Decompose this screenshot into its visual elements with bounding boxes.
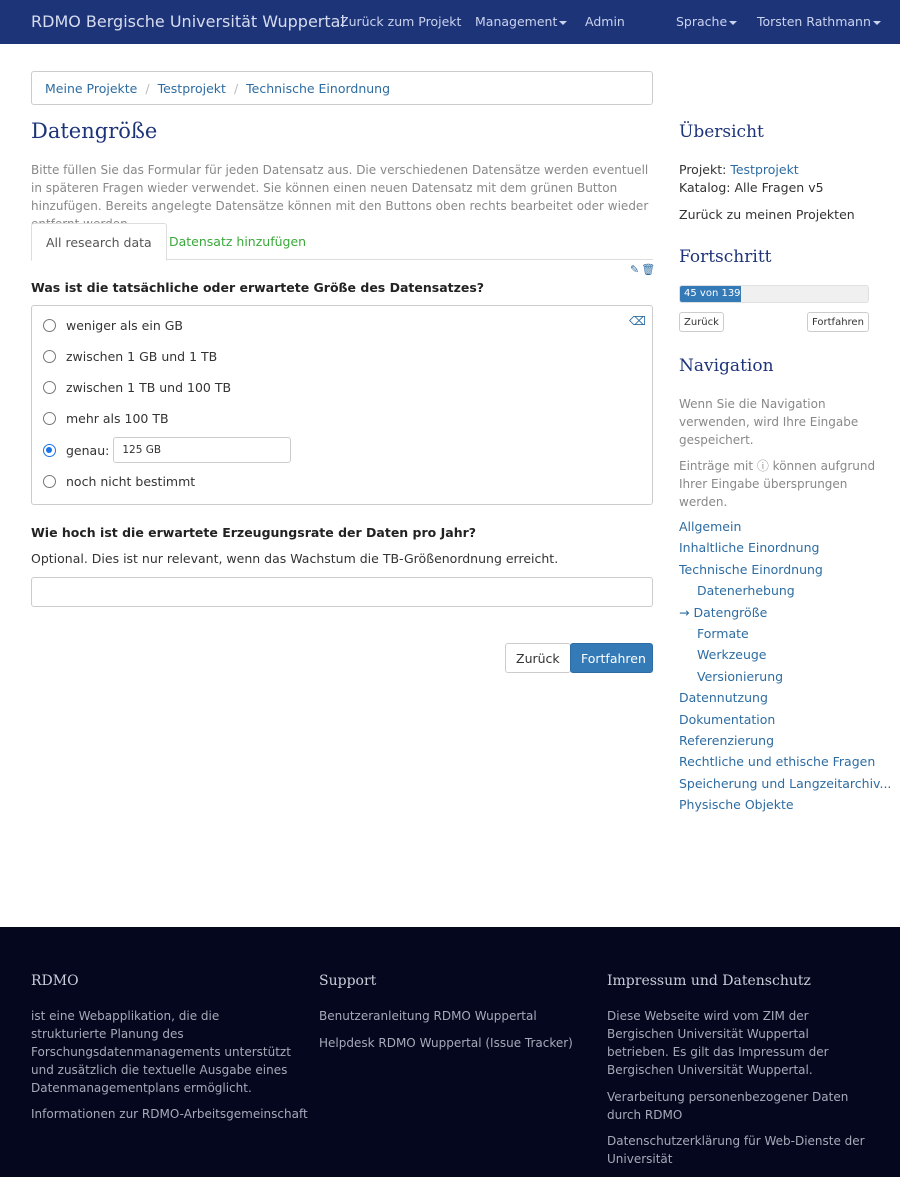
chevron-down-icon [729, 21, 737, 25]
option-not-determined[interactable] [43, 471, 195, 491]
pencil-icon[interactable]: ✎ [630, 263, 640, 276]
nav-item[interactable]: Datennutzung [679, 690, 768, 706]
footer-rdmo-text: ist eine Webapplikation, die die strukturierte Planung des Forschungsdatenmanagements unterstützt und zusätzlich die textuelle Ausgabe eines Datenmanagementplans ermöglicht. [31, 1009, 291, 1095]
footer-rdmo-heading: RDMO [31, 973, 79, 989]
footer [0, 927, 900, 1177]
option-exact[interactable] [43, 437, 291, 463]
tab-all-research-data[interactable]: All research data [31, 223, 167, 261]
size-options-box [31, 305, 653, 505]
radio-button[interactable] [43, 350, 56, 363]
option-gb-to-tb[interactable] [43, 346, 217, 366]
breadcrumb [31, 71, 653, 105]
question-rate-help: Optional. Dies ist nur relevant, wenn das Wachstum die TB-Größenordnung erreicht. [31, 551, 559, 566]
navigation-skip-help: Einträge mit ⓘ können aufgrund Ihrer Eingabe übersprungen werden. [679, 459, 876, 509]
catalog-info: Katalog: Alle Fragen v5 [679, 180, 824, 195]
nav-admin[interactable]: Admin [585, 14, 625, 29]
progress-heading: Fortschritt [679, 247, 772, 267]
trash-icon[interactable]: 🗑 [641, 263, 656, 276]
questionset-help: Bitte füllen Sie das Formular für jeden Datensatz aus. Die verschiedenen Datensätze werden eventuell in späteren Fragen wieder verwendet. Sie können einen neuen Datensatz mit dem grünen Button hinzufügen. Bereits angelegte Datensätze können mit den Buttons oben rechts bearbeitet oder wieder [31, 163, 649, 213]
radio-button-selected[interactable] [43, 444, 56, 457]
nav-item[interactable]: Werkzeuge [697, 647, 767, 663]
footer-rdmo-link[interactable]: Informationen zur RDMO-Arbeitsgemeinschaft [31, 1107, 308, 1121]
option-label: zwischen 1 TB und 100 TB [66, 379, 232, 395]
footer-helpdesk-link[interactable]: Helpdesk RDMO Wuppertal (Issue Tracker) [319, 1036, 573, 1050]
option-label: genau: [66, 442, 110, 458]
progress-bar [679, 285, 869, 303]
rate-input[interactable] [31, 577, 653, 607]
footer-imprint-text: Diese Webseite wird vom ZIM der Bergischen Universität Wuppertal betrieben. Es gilt das Impressum der Bergischen Universität Wuppertal. [607, 1009, 829, 1077]
dataset-tabs [31, 223, 653, 260]
breadcrumb-separator: / [145, 81, 150, 96]
nav-item[interactable]: Versionierung [697, 668, 784, 684]
chevron-down-icon [873, 21, 881, 25]
footer-privacy-link[interactable]: Datenschutzerklärung für Web-Dienste der Universität [607, 1134, 865, 1166]
nav-item[interactable]: Referenzierung [679, 733, 775, 748]
footer-imprint-heading: Impressum und Datenschutz [607, 973, 811, 989]
nav-user-dropdown[interactable] [757, 14, 881, 29]
option-tb-to-100tb[interactable] [43, 377, 231, 397]
breadcrumb-my-projects[interactable]: Meine Projekte [45, 81, 138, 96]
back-button[interactable]: Zurück [505, 643, 571, 673]
exact-size-input[interactable] [113, 437, 291, 463]
progress-fill: 45 von 139 [680, 286, 741, 302]
breadcrumb-separator: / [233, 81, 239, 96]
tab-add-dataset[interactable]: Datensatz hinzufügen [169, 234, 307, 249]
nav-item[interactable]: Rechtliche und ethische Fragen [679, 754, 876, 770]
nav-user-label: Torsten Rathmann [757, 14, 871, 29]
footer-user-guide-link[interactable]: Benutzeranleitung RDMO Wuppertal [319, 1009, 537, 1023]
breadcrumb-project[interactable]: Testprojekt [157, 81, 226, 96]
radio-button[interactable] [43, 412, 56, 425]
navigation-heading: Navigation [679, 356, 774, 376]
brand-link[interactable]: RDMO Bergische Universität Wuppertal [31, 12, 345, 31]
progress-back-button[interactable]: Zurück [679, 312, 724, 332]
eraser-icon[interactable]: ⌫ [629, 314, 646, 328]
radio-button[interactable] [43, 319, 56, 332]
radio-button[interactable] [43, 381, 56, 394]
back-to-projects-link[interactable]: Zurück zu meinen Projekten [679, 207, 855, 222]
nav-management-label: Management [475, 14, 558, 29]
nav-back-to-project[interactable]: Zurück zum Projekt [340, 14, 462, 29]
nav-item[interactable]: Physische Objekte [679, 797, 794, 813]
breadcrumb-section[interactable]: Technische Einordnung [246, 81, 391, 96]
project-link[interactable]: Testprojekt [730, 162, 799, 177]
continue-button[interactable]: Fortfahren [570, 643, 653, 673]
option-more-than-100tb[interactable] [43, 408, 169, 428]
option-label: zwischen 1 GB und 1 TB [66, 348, 218, 364]
navigation-help: Wenn Sie die Navigation verwenden, wird Ihre Eingabe gespeichert. [679, 397, 859, 447]
nav-item[interactable]: Datenerhebung [697, 583, 795, 599]
overview-heading: Übersicht [679, 122, 764, 142]
nav-management-dropdown[interactable] [475, 14, 567, 29]
page-title: Datengröße [31, 119, 158, 143]
nav-item[interactable]: Speicherung und Langzeitarchiv... [679, 775, 892, 791]
question-size-label: Was ist die tatsächliche oder erwartete Größe des Datensatzes? [31, 280, 485, 295]
option-label: mehr als 100 TB [66, 410, 169, 426]
progress-next-button[interactable]: Fortfahren [807, 312, 869, 332]
question-rate-label: Wie hoch ist die erwartete Erzeugungsrate der Daten pro Jahr? [31, 525, 477, 540]
nav-item[interactable]: Allgemein [679, 519, 742, 534]
nav-item[interactable]: Inhaltliche Einordnung [679, 540, 820, 556]
footer-data-processing-link[interactable]: Verarbeitung personenbezogener Daten durch RDMO [607, 1090, 849, 1122]
project-info [679, 162, 799, 177]
chevron-down-icon [559, 21, 567, 25]
top-navbar [0, 0, 900, 44]
radio-button[interactable] [43, 475, 56, 488]
nav-item[interactable]: Dokumentation [679, 711, 776, 727]
project-label: Projekt: [679, 162, 727, 177]
option-label: noch nicht bestimmt [66, 473, 196, 489]
footer-support-heading: Support [319, 973, 377, 989]
nav-language-label: Sprache [676, 14, 728, 29]
dataset-tools [628, 263, 655, 276]
nav-language-dropdown[interactable] [676, 14, 737, 29]
nav-item[interactable]: Formate [697, 626, 749, 641]
option-label: weniger als ein GB [66, 317, 183, 333]
nav-item[interactable]: Technische Einordnung [679, 561, 823, 577]
option-less-than-gb[interactable] [43, 315, 183, 335]
nav-item[interactable]: → Datengröße [679, 604, 768, 620]
